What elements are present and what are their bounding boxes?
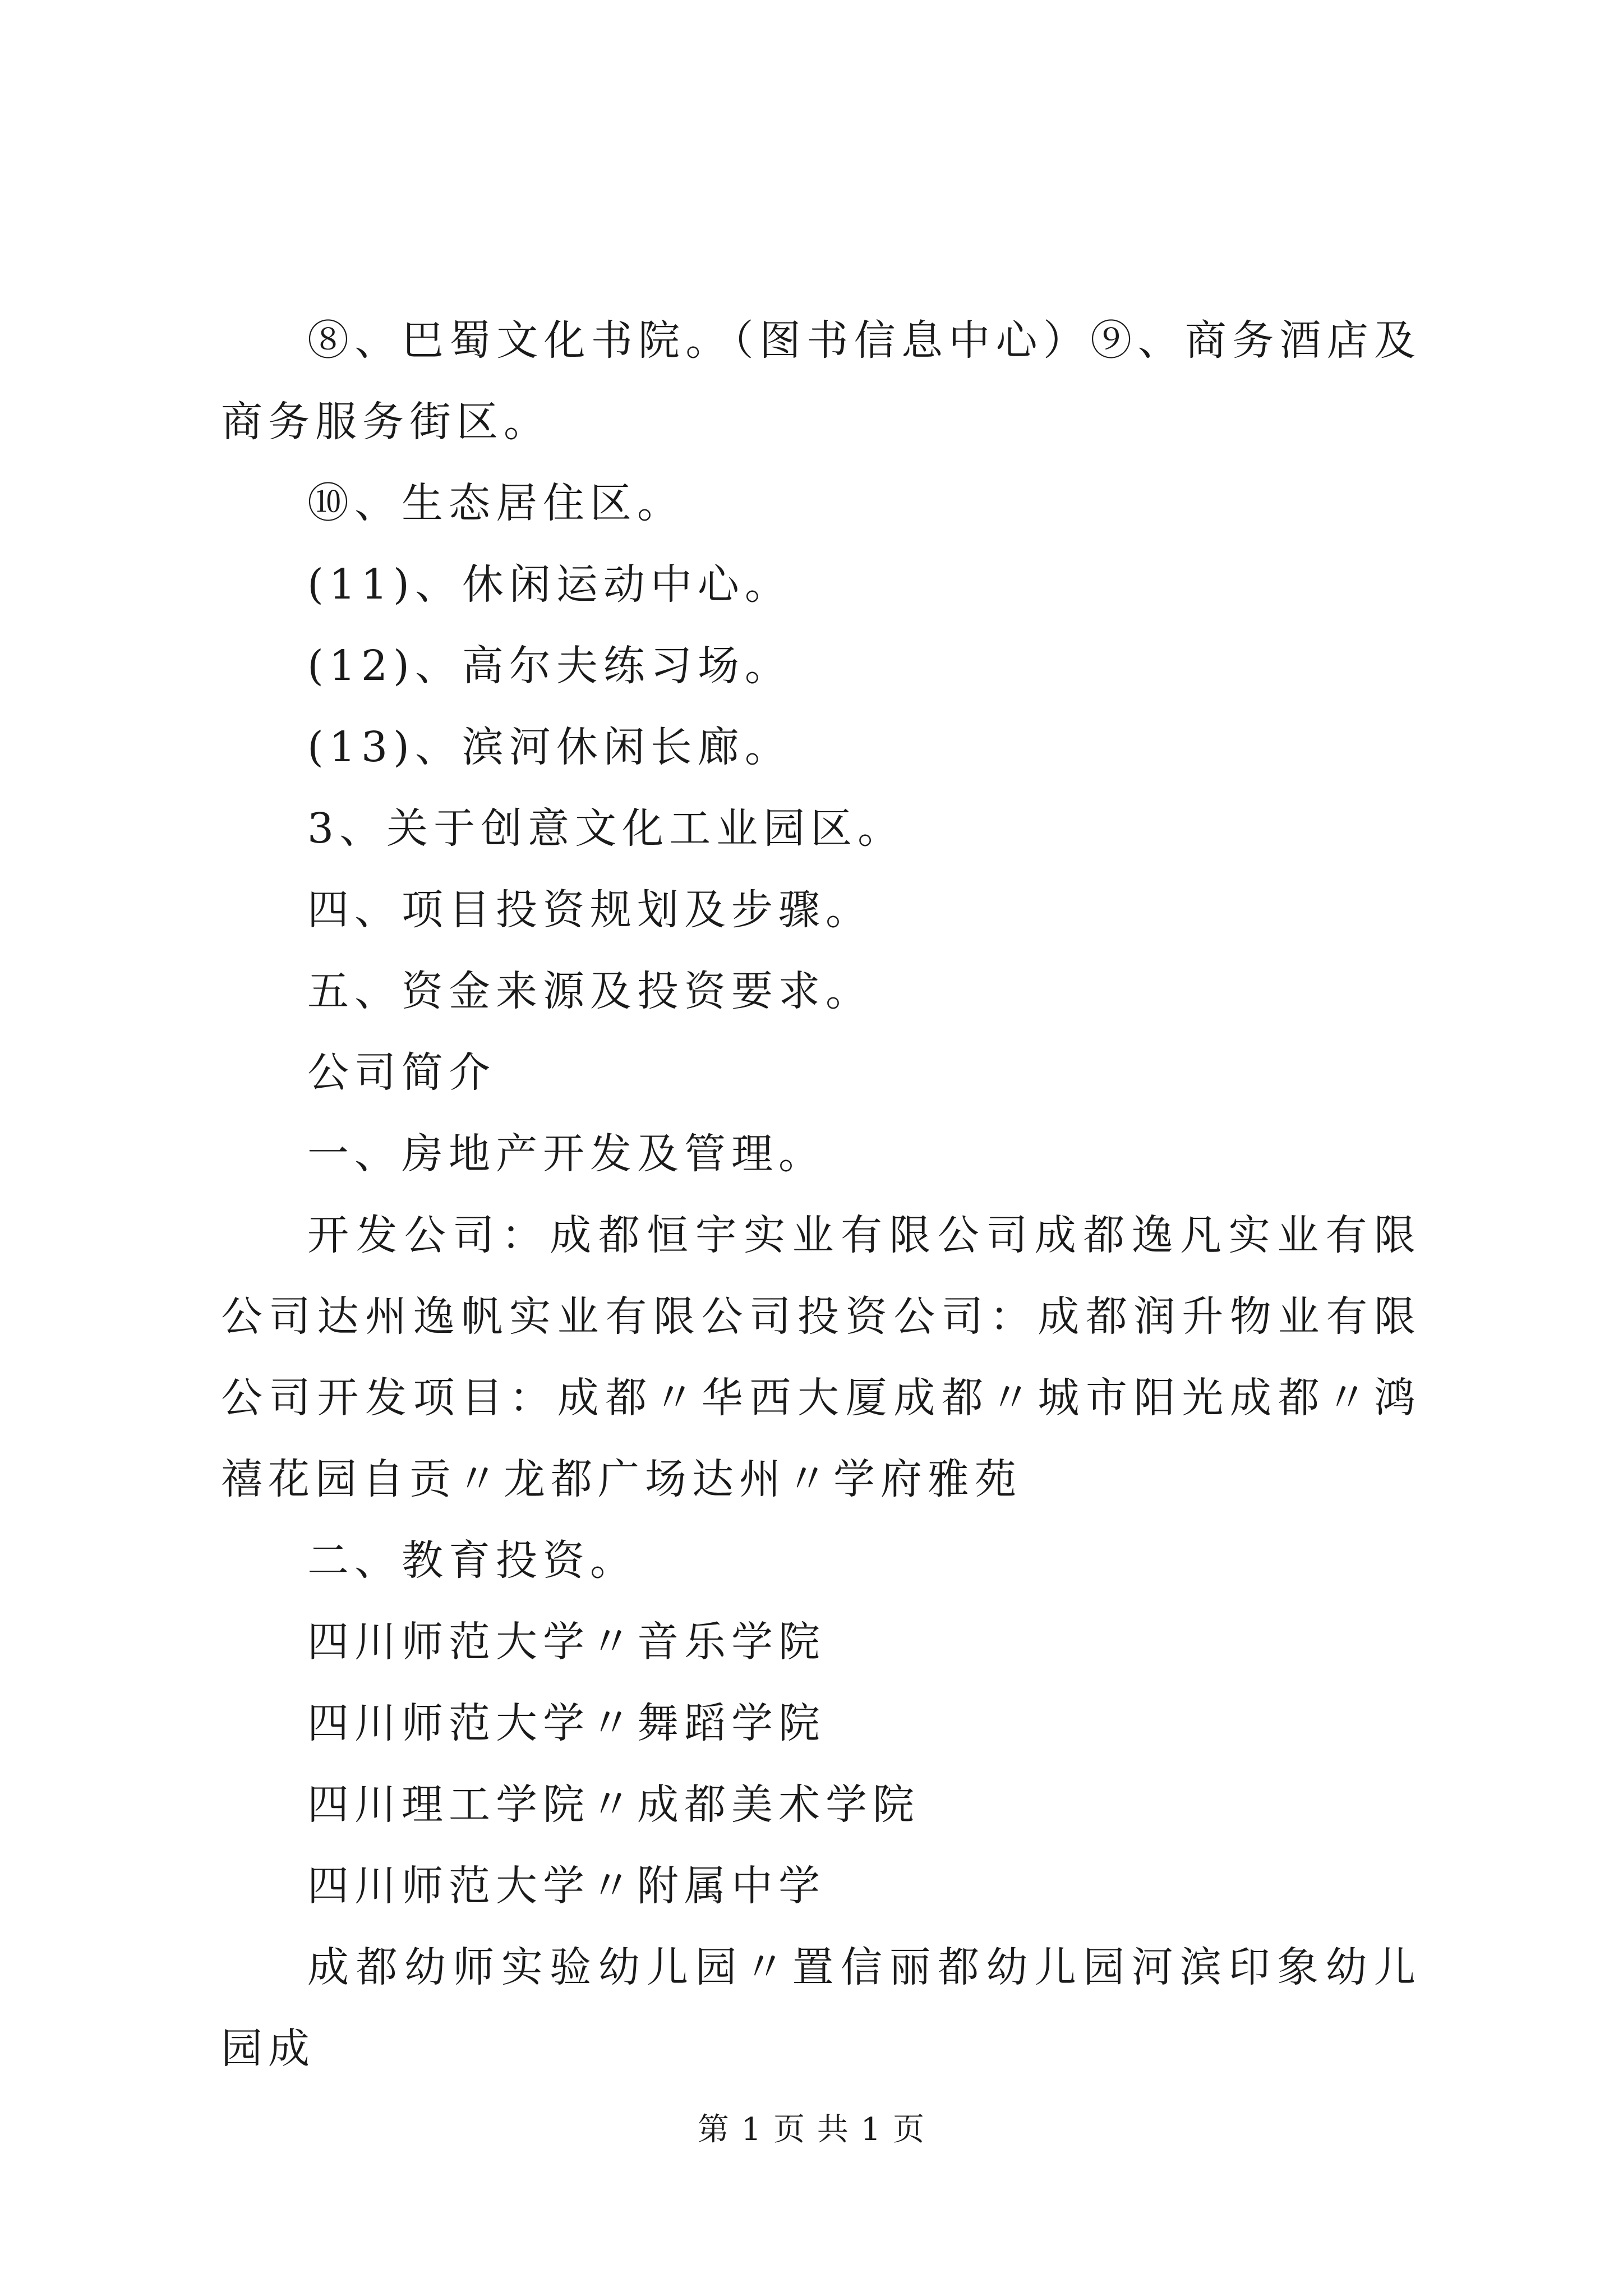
paragraph: (11)、休闲运动中心。 bbox=[307, 560, 792, 609]
paragraph: ⑩、生态居住区。 bbox=[307, 479, 684, 527]
document-body bbox=[221, 300, 1421, 2090]
list-item: 四川理工学院〃成都美术学院 bbox=[307, 1780, 920, 1829]
paragraph: (13)、滨河休闲长廊。 bbox=[307, 723, 792, 771]
page-footer: 第 1 页 共 1 页 bbox=[697, 2111, 926, 2148]
paragraph: 3、关于创意文化工业园区。 bbox=[307, 804, 905, 853]
section-heading: 公司简介 bbox=[307, 1048, 496, 1097]
list-item: 四川师范大学〃附属中学 bbox=[307, 1862, 826, 1910]
paragraph: (12)、高尔夫练习场。 bbox=[307, 642, 792, 690]
paragraph: 一、房地产开发及管理。 bbox=[307, 1130, 826, 1178]
paragraph: 四、项目投资规划及步骤。 bbox=[307, 886, 873, 934]
paragraph: 二、教育投资。 bbox=[307, 1536, 637, 1585]
paragraph: 五、资金来源及投资要求。 bbox=[307, 967, 873, 1015]
paragraph: ⑧、巴蜀文化书院。（图书信息中心）⑨、商务酒店及商务服务街区。 bbox=[221, 316, 1421, 446]
list-item: 四川师范大学〃舞蹈学院 bbox=[307, 1699, 826, 1747]
paragraph: 成都幼师实验幼儿园〃置信丽都幼儿园河滨印象幼儿园成 bbox=[221, 1943, 1421, 2073]
paragraph: 开发公司：成都恒宇实业有限公司成都逸凡实业有限公司达州逸帆实业有限公司投资公司：成都润升物业有限公司开发项目：成都〃华西大厦成都〃城市阳光成都〃鸿禧花园自贡〃龙都广场达州〃学府雅苑 bbox=[221, 1211, 1421, 1503]
list-item: 四川师范大学〃音乐学院 bbox=[307, 1618, 826, 1666]
